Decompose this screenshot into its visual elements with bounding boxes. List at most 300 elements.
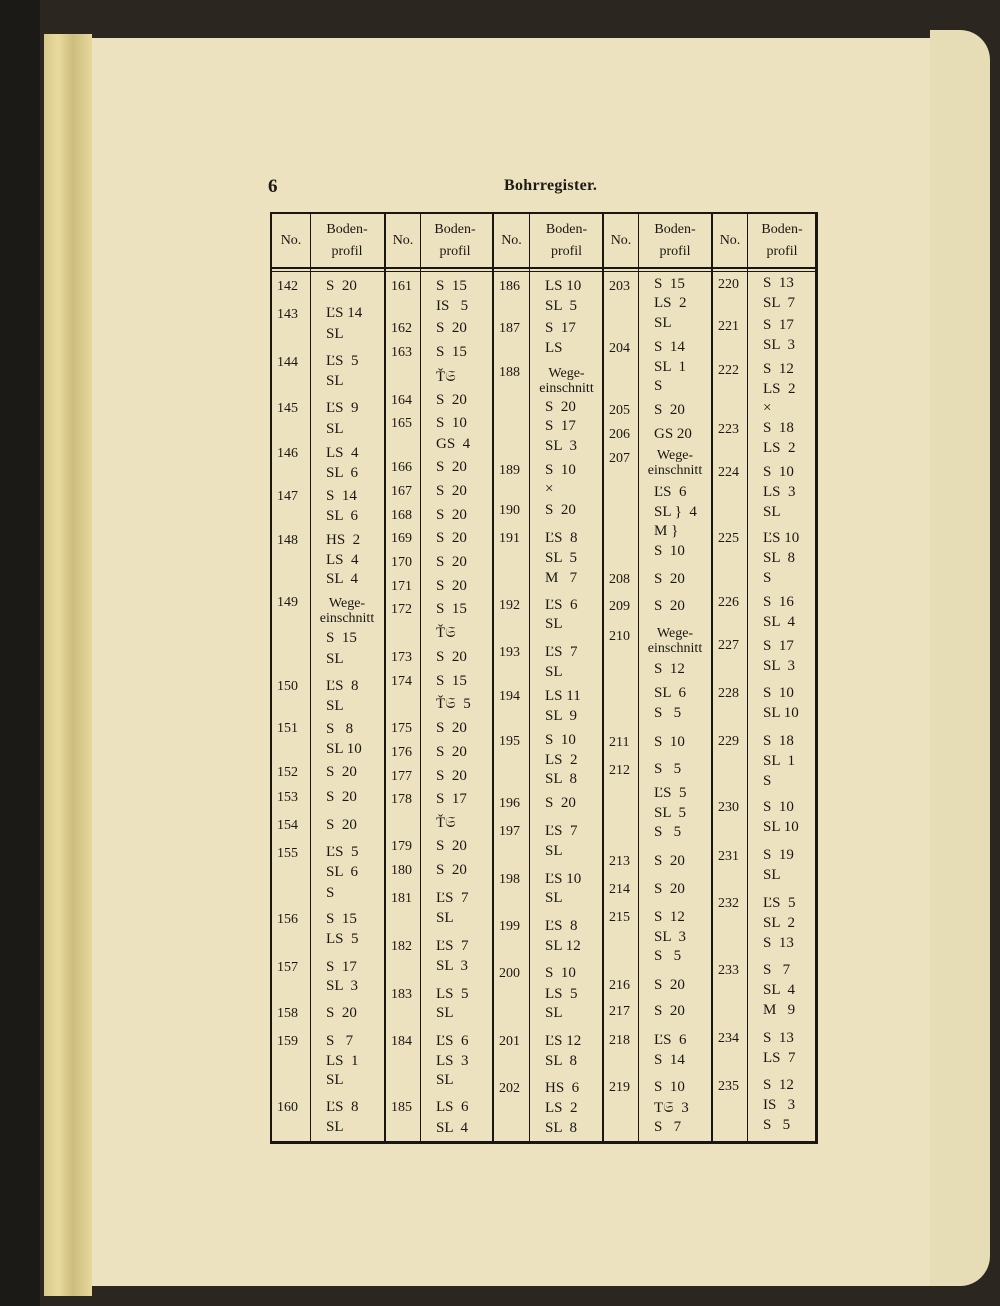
page-title: Bohrregister.: [504, 177, 598, 194]
soil-profile-entry: LS 5: [326, 931, 359, 947]
soil-profile-entry: SL: [326, 1072, 344, 1088]
borehole-number: 213: [609, 854, 630, 869]
soil-profile-entry: GS 4: [436, 436, 471, 452]
borehole-number: 159: [277, 1034, 298, 1049]
soil-profile-entry: S 5: [763, 1117, 791, 1133]
borehole-number: 228: [718, 686, 739, 701]
soil-profile-entry: S 13: [763, 275, 794, 291]
soil-profile-entry: S 12: [763, 361, 794, 377]
soil-profile-entry: S 19: [763, 847, 794, 863]
borehole-number: 235: [718, 1079, 739, 1094]
soil-profile-entry: S 20: [654, 881, 685, 897]
borehole-number: 222: [718, 363, 739, 378]
borehole-number: 196: [499, 796, 520, 811]
borehole-number: 210: [609, 629, 630, 644]
borehole-number: 216: [609, 978, 630, 993]
borehole-number: 158: [277, 1006, 298, 1021]
borehole-number: 161: [391, 279, 412, 294]
borehole-number: 178: [391, 792, 412, 807]
soil-profile-entry: M }: [654, 523, 679, 539]
soil-profile-entry: LS 2: [763, 440, 796, 456]
page-number: 6: [268, 176, 278, 197]
soil-profile-entry: SL: [436, 1005, 454, 1021]
soil-profile-entry: LS 2: [545, 752, 578, 768]
header-rule: [272, 267, 815, 269]
borehole-number: 202: [499, 1081, 520, 1096]
profile-note: Wege- einschnitt: [647, 626, 703, 656]
soil-profile-entry: ĽS 8: [545, 530, 578, 546]
borehole-number: 224: [718, 465, 739, 480]
soil-profile-entry: S 20: [436, 720, 467, 736]
soil-profile-entry: S 20: [654, 598, 685, 614]
page-header: [268, 176, 820, 200]
soil-profile-entry: S 12: [763, 1077, 794, 1093]
soil-profile-entry: S 18: [763, 420, 794, 436]
column-rule: [711, 214, 713, 1141]
soil-profile-entry: SL: [545, 616, 563, 632]
soil-profile-entry: ĽS 8: [326, 678, 359, 694]
borehole-number: 152: [277, 765, 298, 780]
soil-profile-entry: SL 7: [763, 295, 795, 311]
book-spine: [0, 0, 40, 1306]
soil-profile-entry: M 7: [545, 570, 578, 586]
soil-profile-entry: SL 3: [436, 958, 468, 974]
borehole-number: 180: [391, 863, 412, 878]
borehole-number: 195: [499, 734, 520, 749]
borehole-number: 148: [277, 533, 298, 548]
borehole-number: 185: [391, 1100, 412, 1115]
soil-profile-entry: SL } 4: [654, 504, 697, 520]
soil-profile-entry: SL 3: [763, 337, 795, 353]
profile-note: Wege- einschnitt: [647, 448, 703, 478]
column-rule: [492, 214, 494, 1141]
soil-profile-entry: SL: [326, 421, 344, 437]
soil-profile-entry: SL 4: [436, 1120, 468, 1136]
borehole-number: 150: [277, 679, 298, 694]
soil-profile-entry: S 10: [545, 965, 576, 981]
soil-profile-entry: S 20: [654, 977, 685, 993]
header-no: No.: [719, 232, 741, 248]
column-rule: [747, 214, 748, 1141]
borehole-number: 162: [391, 321, 412, 336]
borehole-number: 175: [391, 721, 412, 736]
soil-profile-entry: ĽS 6: [654, 484, 687, 500]
soil-profile-entry: SL 5: [654, 805, 686, 821]
soil-profile-entry: S 15: [436, 278, 467, 294]
soil-profile-entry: SL 4: [763, 982, 795, 998]
soil-profile-entry: SL 6: [326, 465, 358, 481]
soil-profile-entry: Ť𝔖 5: [436, 696, 471, 712]
borehole-number: 153: [277, 790, 298, 805]
header-no: No.: [280, 232, 302, 248]
soil-profile-entry: SL 6: [654, 685, 686, 701]
soil-profile-entry: SL 2: [763, 915, 795, 931]
borehole-number: 174: [391, 674, 412, 689]
borehole-number: 230: [718, 800, 739, 815]
soil-profile-entry: S 20: [436, 507, 467, 523]
soil-profile-entry: SL: [763, 504, 781, 520]
soil-profile-entry: SL 9: [545, 708, 577, 724]
borehole-number: 232: [718, 896, 739, 911]
borehole-number: 187: [499, 321, 520, 336]
soil-profile-entry: IS 3: [763, 1097, 796, 1113]
soil-profile-entry: S 10: [654, 543, 685, 559]
soil-profile-entry: S: [654, 378, 663, 394]
borehole-number: 149: [277, 595, 298, 610]
soil-profile-entry: SL 10: [326, 741, 362, 757]
soil-profile-entry: S 20: [654, 571, 685, 587]
borehole-register-table: [270, 212, 818, 1144]
borehole-number: 198: [499, 872, 520, 887]
soil-profile-entry: S 8: [326, 721, 354, 737]
soil-profile-entry: SL 8: [545, 1120, 577, 1136]
soil-profile-entry: S 20: [326, 817, 357, 833]
borehole-number: 146: [277, 446, 298, 461]
borehole-number: 193: [499, 645, 520, 660]
soil-profile-entry: S 20: [654, 853, 685, 869]
soil-profile-entry: S 20: [326, 789, 357, 805]
soil-profile-entry: SL: [545, 890, 563, 906]
soil-profile-entry: S 17: [326, 959, 357, 975]
header-rule-inner: [272, 271, 815, 272]
soil-profile-entry: SL: [326, 373, 344, 389]
soil-profile-entry: SL 8: [545, 771, 577, 787]
soil-profile-entry: T𝔖 3: [654, 1100, 689, 1116]
borehole-number: 144: [277, 355, 298, 370]
soil-profile-entry: S 10: [763, 685, 794, 701]
borehole-number: 197: [499, 824, 520, 839]
soil-profile-entry: LS 2: [654, 295, 687, 311]
soil-profile-entry: ĽS 7: [436, 938, 469, 954]
soil-profile-entry: LS 5: [545, 986, 578, 1002]
soil-profile-entry: ĽS 7: [545, 823, 578, 839]
borehole-number: 165: [391, 416, 412, 431]
soil-profile-entry: SL: [436, 1072, 454, 1088]
borehole-number: 190: [499, 503, 520, 518]
soil-profile-entry: LS 4: [326, 445, 359, 461]
soil-profile-entry: S 20: [436, 838, 467, 854]
header-bodenprofil: Boden- profil: [545, 221, 588, 259]
soil-profile-entry: S 17: [763, 638, 794, 654]
soil-profile-entry: M 9: [763, 1002, 796, 1018]
soil-profile-entry: SL: [326, 1119, 344, 1135]
soil-profile-entry: ĽS 5: [763, 895, 796, 911]
borehole-number: 172: [391, 602, 412, 617]
soil-profile-entry: S 10: [763, 799, 794, 815]
borehole-number: 163: [391, 345, 412, 360]
soil-profile-entry: ×: [545, 481, 554, 497]
soil-profile-entry: S 5: [654, 948, 682, 964]
soil-profile-entry: S 20: [436, 744, 467, 760]
borehole-number: 205: [609, 403, 630, 418]
soil-profile-entry: S 15: [326, 911, 357, 927]
borehole-number: 147: [277, 489, 298, 504]
soil-profile-entry: S 5: [654, 705, 682, 721]
soil-profile-entry: S 20: [654, 1003, 685, 1019]
soil-profile-entry: S 15: [326, 630, 357, 646]
borehole-number: 168: [391, 508, 412, 523]
borehole-number: 203: [609, 279, 630, 294]
borehole-number: 192: [499, 598, 520, 613]
borehole-number: 184: [391, 1034, 412, 1049]
soil-profile-entry: S 12: [654, 909, 685, 925]
soil-profile-entry: S 5: [654, 761, 682, 777]
soil-profile-entry: S 10: [654, 734, 685, 750]
soil-profile-entry: S 7: [326, 1033, 354, 1049]
soil-profile-entry: LS 10: [545, 278, 582, 294]
soil-profile-entry: S 10: [545, 732, 576, 748]
soil-profile-entry: S 7: [654, 1119, 682, 1135]
soil-profile-entry: SL 10: [763, 705, 799, 721]
soil-profile-entry: LS 3: [436, 1053, 469, 1069]
borehole-number: 218: [609, 1033, 630, 1048]
column-rule: [638, 214, 639, 1141]
soil-profile-entry: ĽS 6: [654, 1032, 687, 1048]
borehole-number: 217: [609, 1004, 630, 1019]
soil-profile-entry: SL 4: [326, 571, 358, 587]
soil-profile-entry: LS: [545, 340, 563, 356]
soil-profile-entry: S 15: [436, 601, 467, 617]
soil-profile-entry: S 17: [545, 418, 576, 434]
soil-profile-entry: S 20: [545, 502, 576, 518]
borehole-number: 209: [609, 599, 630, 614]
soil-profile-entry: ĽS 5: [326, 353, 359, 369]
soil-profile-entry: S 20: [436, 392, 467, 408]
borehole-number: 155: [277, 846, 298, 861]
next-page-edge: [930, 30, 990, 1286]
header-no: No.: [610, 232, 632, 248]
column-rule: [384, 214, 386, 1141]
soil-profile-entry: S: [326, 885, 335, 901]
soil-profile-entry: SL 4: [763, 614, 795, 630]
borehole-number: 143: [277, 307, 298, 322]
soil-profile-entry: SL: [326, 651, 344, 667]
soil-profile-entry: S 14: [326, 488, 357, 504]
soil-profile-entry: S 20: [436, 578, 467, 594]
soil-profile-entry: SL 3: [545, 438, 577, 454]
soil-profile-entry: S 20: [326, 278, 357, 294]
borehole-number: 160: [277, 1100, 298, 1115]
borehole-number: 214: [609, 882, 630, 897]
soil-profile-entry: ĽS 6: [545, 597, 578, 613]
soil-profile-entry: SL 3: [326, 978, 358, 994]
soil-profile-entry: ĽS 10: [763, 530, 800, 546]
soil-profile-entry: S 5: [654, 824, 682, 840]
soil-profile-entry: SL 3: [763, 658, 795, 674]
soil-profile-entry: S 20: [436, 862, 467, 878]
soil-profile-entry: ĽS 6: [436, 1033, 469, 1049]
borehole-number: 170: [391, 555, 412, 570]
borehole-number: 199: [499, 919, 520, 934]
soil-profile-entry: SL 12: [545, 938, 581, 954]
soil-profile-entry: SL: [545, 664, 563, 680]
header-bodenprofil: Boden- profil: [326, 221, 368, 259]
soil-profile-entry: S 20: [654, 402, 685, 418]
soil-profile-entry: S 14: [654, 339, 685, 355]
soil-profile-entry: S 15: [436, 344, 467, 360]
soil-profile-entry: S 20: [436, 554, 467, 570]
soil-profile-entry: ĽS 14: [326, 305, 363, 321]
header-bodenprofil: Boden- profil: [761, 221, 803, 259]
soil-profile-entry: S 10: [545, 462, 576, 478]
soil-profile-entry: ĽS 12: [545, 1033, 582, 1049]
page-edge: [44, 34, 92, 1296]
soil-profile-entry: S 20: [436, 768, 467, 784]
soil-profile-entry: LS 6: [436, 1099, 469, 1115]
header-bodenprofil: Boden- profil: [654, 221, 696, 259]
borehole-number: 204: [609, 341, 630, 356]
soil-profile-entry: ĽS 8: [326, 1099, 359, 1115]
soil-profile-entry: SL 1: [654, 359, 686, 375]
soil-profile-entry: HS 2: [326, 532, 361, 548]
borehole-number: 201: [499, 1034, 520, 1049]
soil-profile-entry: S 10: [436, 415, 467, 431]
soil-profile-entry: SL 8: [545, 1053, 577, 1069]
borehole-number: 183: [391, 987, 412, 1002]
borehole-number: 191: [499, 531, 520, 546]
soil-profile-entry: LS 11: [545, 688, 581, 704]
soil-profile-entry: S 15: [436, 673, 467, 689]
borehole-number: 212: [609, 763, 630, 778]
borehole-number: 208: [609, 572, 630, 587]
soil-profile-entry: S 12: [654, 661, 685, 677]
borehole-number: 189: [499, 463, 520, 478]
borehole-number: 173: [391, 650, 412, 665]
soil-profile-entry: SL 5: [545, 550, 577, 566]
soil-profile-entry: S 20: [436, 530, 467, 546]
soil-profile-entry: ĽS 10: [545, 871, 582, 887]
soil-profile-entry: ĽS 7: [436, 890, 469, 906]
borehole-number: 179: [391, 839, 412, 854]
soil-profile-entry: S 20: [436, 483, 467, 499]
soil-profile-entry: ĽS 5: [326, 844, 359, 860]
borehole-number: 164: [391, 393, 412, 408]
borehole-number: 215: [609, 910, 630, 925]
soil-profile-entry: LS 5: [436, 986, 469, 1002]
soil-profile-entry: SL 6: [326, 864, 358, 880]
column-rule: [602, 214, 604, 1141]
soil-profile-entry: GS 20: [654, 426, 692, 442]
borehole-number: 176: [391, 745, 412, 760]
soil-profile-entry: Ť𝔖: [436, 815, 456, 831]
soil-profile-entry: SL: [763, 867, 781, 883]
soil-profile-entry: S 13: [763, 1030, 794, 1046]
borehole-number: 219: [609, 1080, 630, 1095]
soil-profile-entry: S: [763, 773, 772, 789]
soil-profile-entry: S 17: [763, 317, 794, 333]
borehole-number: 167: [391, 484, 412, 499]
soil-profile-entry: LS 7: [763, 1050, 796, 1066]
header-no: No.: [501, 232, 522, 248]
borehole-number: 182: [391, 939, 412, 954]
soil-profile-entry: S 7: [763, 962, 791, 978]
soil-profile-entry: S 10: [763, 464, 794, 480]
soil-profile-entry: SL: [545, 843, 563, 859]
borehole-number: 194: [499, 689, 520, 704]
profile-note: Wege- einschnitt: [319, 596, 375, 626]
soil-profile-entry: ×: [763, 400, 772, 416]
soil-profile-entry: S 13: [763, 935, 794, 951]
soil-profile-entry: S 20: [326, 1005, 357, 1021]
soil-profile-entry: IS 5: [436, 298, 469, 314]
borehole-number: 157: [277, 960, 298, 975]
soil-profile-entry: S 20: [545, 399, 576, 415]
borehole-number: 151: [277, 721, 298, 736]
soil-profile-entry: S 15: [654, 276, 685, 292]
soil-profile-entry: S 10: [654, 1079, 685, 1095]
profile-note: Wege- einschnitt: [539, 366, 594, 396]
soil-profile-entry: SL: [326, 326, 344, 342]
borehole-number: 225: [718, 531, 739, 546]
soil-profile-entry: S 17: [436, 791, 467, 807]
borehole-number: 154: [277, 818, 298, 833]
soil-profile-entry: Ť𝔖: [436, 625, 456, 641]
soil-profile-entry: LS 2: [763, 381, 796, 397]
soil-profile-entry: LS 4: [326, 552, 359, 568]
borehole-number: 207: [609, 451, 630, 466]
soil-profile-entry: SL 10: [763, 819, 799, 835]
soil-profile-entry: S: [763, 570, 772, 586]
soil-profile-entry: S 16: [763, 594, 794, 610]
borehole-number: 226: [718, 595, 739, 610]
soil-profile-entry: SL: [436, 910, 454, 926]
soil-profile-entry: S 20: [436, 459, 467, 475]
soil-profile-entry: SL: [654, 315, 672, 331]
borehole-number: 169: [391, 531, 412, 546]
borehole-number: 220: [718, 277, 739, 292]
borehole-number: 206: [609, 427, 630, 442]
borehole-number: 211: [609, 735, 630, 750]
borehole-number: 229: [718, 734, 739, 749]
borehole-number: 200: [499, 966, 520, 981]
soil-profile-entry: SL 3: [654, 929, 686, 945]
borehole-number: 221: [718, 319, 739, 334]
column-rule: [420, 214, 421, 1141]
borehole-number: 227: [718, 638, 739, 653]
soil-profile-entry: S 17: [545, 320, 576, 336]
soil-profile-entry: SL 1: [763, 753, 795, 769]
borehole-number: 233: [718, 963, 739, 978]
soil-profile-entry: SL: [326, 698, 344, 714]
soil-profile-entry: ĽS 5: [654, 785, 687, 801]
soil-profile-entry: S 20: [545, 795, 576, 811]
soil-profile-entry: ĽS 9: [326, 400, 359, 416]
borehole-number: 181: [391, 891, 412, 906]
soil-profile-entry: SL 6: [326, 508, 358, 524]
soil-profile-entry: LS 1: [326, 1053, 359, 1069]
soil-profile-entry: S 20: [436, 649, 467, 665]
soil-profile-entry: SL 5: [545, 298, 577, 314]
soil-profile-entry: LS 3: [763, 484, 796, 500]
soil-profile-entry: S 18: [763, 733, 794, 749]
soil-profile-entry: S 20: [326, 764, 357, 780]
soil-profile-entry: ĽS 8: [545, 918, 578, 934]
borehole-number: 234: [718, 1031, 739, 1046]
header-bodenprofil: Boden- profil: [434, 221, 476, 259]
borehole-number: 188: [499, 365, 520, 380]
soil-profile-entry: ĽS 7: [545, 644, 578, 660]
column-rule: [529, 214, 530, 1141]
column-rule: [310, 214, 311, 1141]
soil-profile-entry: LS 2: [545, 1100, 578, 1116]
borehole-number: 145: [277, 401, 298, 416]
borehole-number: 223: [718, 422, 739, 437]
soil-profile-entry: SL: [545, 1005, 563, 1021]
soil-profile-entry: SL 8: [763, 550, 795, 566]
borehole-number: 142: [277, 279, 298, 294]
soil-profile-entry: S 20: [436, 320, 467, 336]
borehole-number: 186: [499, 279, 520, 294]
